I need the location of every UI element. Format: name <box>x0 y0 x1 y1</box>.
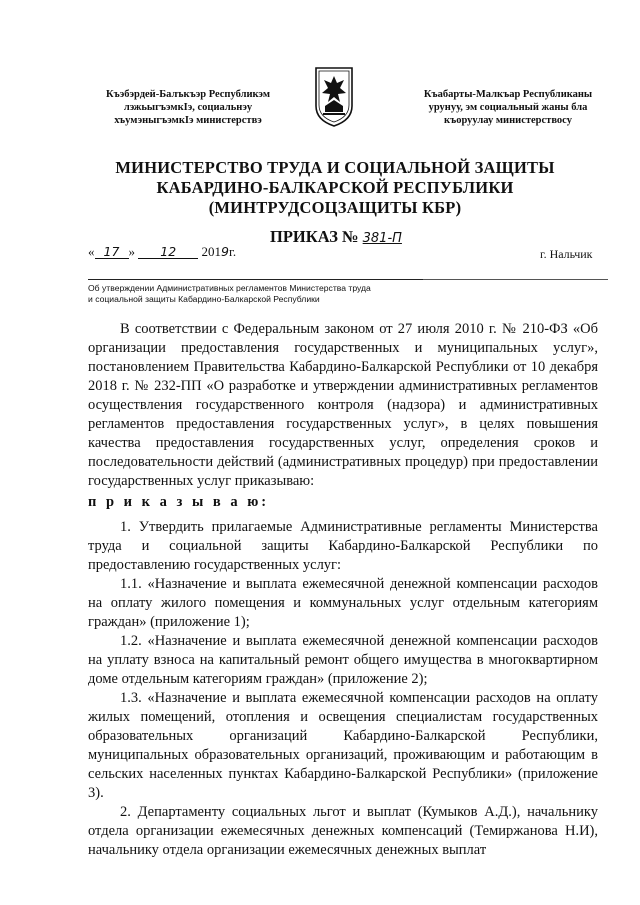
ministry-name-line: къоруулау министерствосу <box>444 115 572 126</box>
clause-1-1: 1.1. «Назначение и выплата ежемесячной денежной компенсации расходов на оплату жилого помещения и коммунальных услуг отдельным категориям граждан» (приложение 1); <box>88 576 598 630</box>
date-year-digit: 9 <box>221 244 229 259</box>
preamble: В соответствии с Федеральным законом от 27 июля 2010 г. № 210-ФЗ «Об организации предоставления государственных и муниципальных услуг», постановлением Правительства Кабардино-Балкарской Республики от 10 декабря 2018 г. № 232-ПП «О разработке и утверждении административных регламентов осуществления государственного контроля (надзора) и административных регламентов предоставления государственных услуг», в целях повышения качества предоставления государственных услуг, определения сроков и последовательности действий (административных процедур) при предоставлении государственных услуг приказываю: <box>88 321 598 489</box>
order-body <box>88 320 598 860</box>
ministry-name-line: лэжьыгъэмкIэ, социальнэу <box>123 102 253 113</box>
subject-line: и социальной защиты Кабардино-Балкарской Республики <box>88 294 320 304</box>
clause-1-2: 1.2. «Назначение и выплата ежемесячной денежной компенсации расходов на уплату взноса на капитальный ремонт общего имущества в многоквартирном доме отдельным категориям граждан» (приложение 2); <box>88 633 598 687</box>
ministry-title <box>100 158 570 218</box>
ministry-name-line: Къабарты-Малкъар Республиканы <box>423 89 593 100</box>
clause-1: 1. Утвердить прилагаемые Административные регламенты Министерства труда и социальной защиты Кабардино-Балкарской Республики по предоставлению государственных услуг: <box>88 519 598 573</box>
ministry-name-balkar <box>408 88 608 127</box>
order-number: 381-П <box>362 231 402 246</box>
coat-of-arms-icon <box>313 66 355 128</box>
ministry-name-line: урунуу, эм социальный жаны бла <box>428 102 588 113</box>
title-line: (МИНТРУДСОЦЗАЩИТЫ КБР) <box>208 198 462 217</box>
date-day: 17 <box>95 245 129 259</box>
order-date <box>88 244 236 260</box>
clause-2: 2. Департаменту социальных льгот и выплат (Кумыков А.Д.), начальнику отдела организации ежемесячных денежных компенсаций (Темиржанова Н.И), начальнику отдела организации ежемесячных денежных выплат <box>88 804 598 858</box>
city: г. Нальчик <box>540 247 593 261</box>
title-line: МИНИСТЕРСТВО ТРУДА И СОЦИАЛЬНОЙ ЗАЩИТЫ <box>115 158 555 177</box>
date-year-prefix: 201 <box>201 244 221 259</box>
date-month: 12 <box>138 245 198 259</box>
order-heading <box>270 227 402 247</box>
date-suffix: г. <box>229 244 237 259</box>
order-word: п р и к а з ы в а ю: <box>88 494 270 510</box>
order-subject <box>88 279 423 305</box>
ministry-name-line: хъумэныгъэмкIэ министерствэ <box>114 115 262 126</box>
ministry-name-kabardian <box>78 88 298 127</box>
date-quote: « <box>88 244 95 259</box>
subject-line: Об утверждении Административных регламентов Министерства труда <box>88 283 371 293</box>
clause-1-3: 1.3. «Назначение и выплата ежемесячной компенсации расходов на оплату жилых помещений, отопления и освещения специалистам государственных образовательных организаций Кабардино-Балкарской Республики, муниципальных образовательных организаций, проживающим и работающим в сельских населенных пунктах Кабардино-Балкарской Республики» (приложение 3). <box>88 690 598 801</box>
date-quote: » <box>128 244 135 259</box>
title-line: КАБАРДИНО-БАЛКАРСКОЙ РЕСПУБЛИКИ <box>156 178 514 197</box>
ministry-name-line: Къэбэрдей-Балъкъэр Республикэм <box>105 89 271 100</box>
order-label: ПРИКАЗ № <box>270 227 359 246</box>
